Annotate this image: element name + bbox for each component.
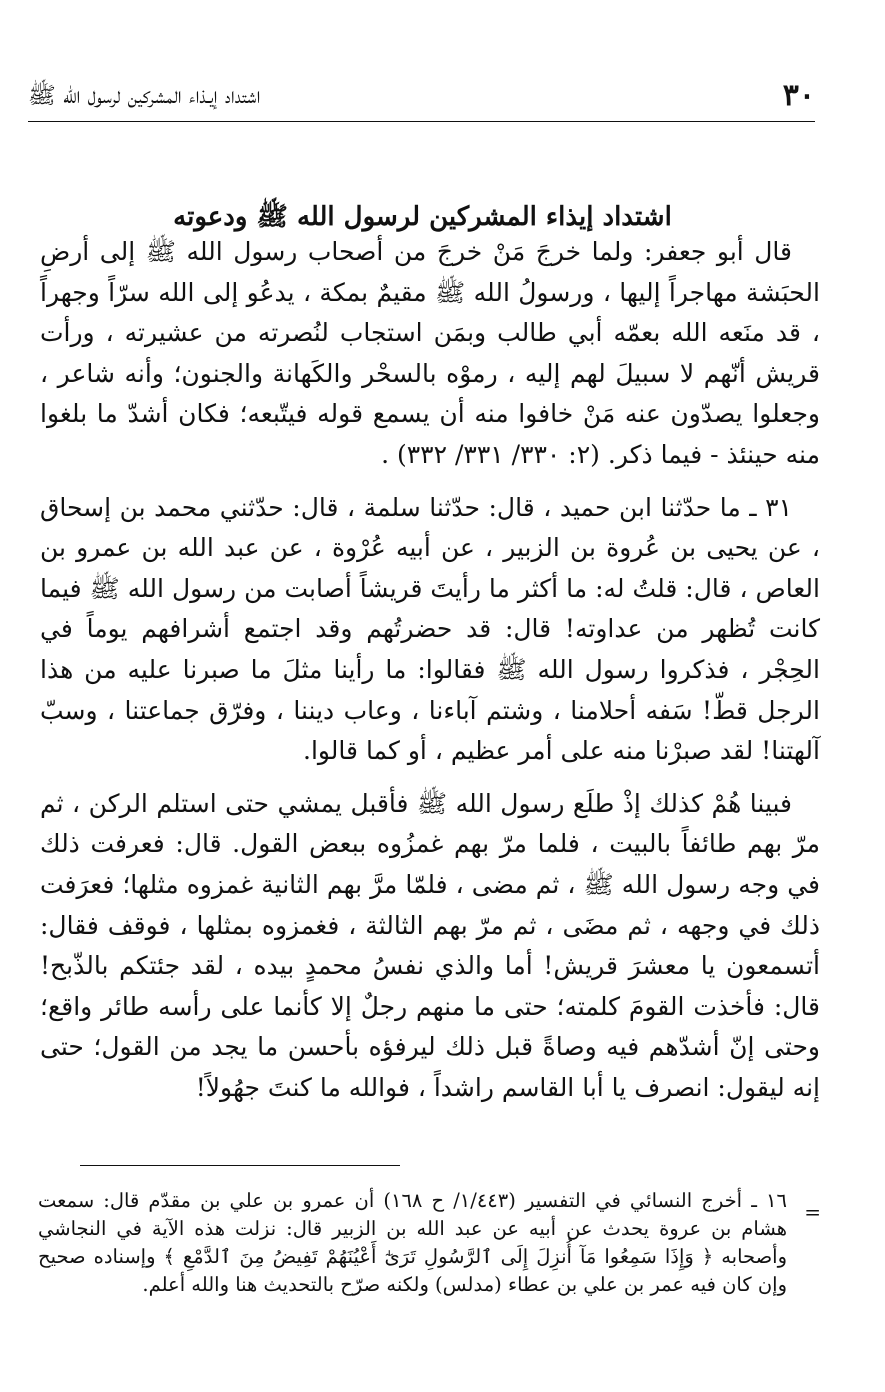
running-title: اشتداد إيـذاء المشركين لرسول الله ﷺ <box>28 83 261 109</box>
footnote-text: ١٦ ـ أخرج النسائي في التفسير (١/٤٤٣/ ح ١٦٨) أن عمرو بن علي بن مقدّم قال: سمعت هشام بن عروة يحدث عن أبيه عن عبد الله بن الزبير قال: نزلت هذه الآية في النجاشي وأصحابه ﴿ وَإِذَا سَمِعُوا مَآ أُنزِلَ إِلَى ٱلرَّسُولِ تَرَىٰٓ أَعْيُنَهُمْ تَفِيضُ مِنَ ٱلدَّمْعِ ﴾ وإسناده صحيح وإن كان فيه عمر بن علي بن عطاء (مدلس) ولكنه صرّح بالتحديث هنا والله أعلم. <box>38 1189 787 1296</box>
header-rule <box>28 121 815 122</box>
paragraph-3: فبينا هُمْ كذلك إذْ طلَع رسول الله ﷺ فأقبل يمشي حتى استلم الركن ، ثم مرّ بهم طائفاً بالبيت ، فلما مرّ بهم غمزُوه ببعض القول. قال: فعرفت ذلك في وجه رسول الله ﷺ ، ثم مضى ، فلمّا مرَّ بهم الثانية غمزوه مثلها؛ فعرَفت ذلك في وجهه ، ثم مضَى ، ثم مرّ بهم الثالثة ، فغمزوه بمثلها ، فوقف فقال: أتسمعون يا معشرَ قريش! أما والذي نفسُ محمدٍ بيده ، لقد جئتكم بالذّبح! قال: فأخذت القومَ كلمته؛ حتى ما منهم رجلٌ إلا كأنما على رأسه طائر واقع؛ وحتى إنّ أشدّهم فيه وصاةً قبل ذلك ليرفؤه بأحسن ما يجد من القول؛ حتى إنه ليقول: انصرف يا أبا القاسم راشداً ، فوالله ما كنتَ جهُولاً! <box>40 788 820 1102</box>
footnote <box>38 1187 787 1299</box>
footnote-continuation-mark: = <box>804 1200 821 1224</box>
chapter-title: اشتداد إيذاء المشركين لرسول الله ﷺ ودعوته <box>173 202 672 233</box>
running-header <box>28 76 815 116</box>
page-number: ٣٠ <box>782 78 815 113</box>
paragraph-2: ٣١ ـ ما حدّثنا ابن حميد ، قال: حدّثنا سلمة ، قال: حدّثني محمد بن إسحاق ، عن يحيى بن عُروة بن الزبير ، عن أبيه عُرْوة ، عن عبد الله بن عمرو بن العاص ، قال: قلتُ له: ما أكثر ما رأيتَ قريشاً أصابت من رسول الله ﷺ فيما كانت تُظهر من عداوته! قال: قد حضرتُهم وقد اجتمع أشرافهم يوماً في الحِجْر ، فذكروا رسول الله ﷺ فقالوا: ما رأينا مثلَ ما صبرنا عليه من هذا الرجل قطّ! سَفه أحلامنا ، وشتم آباءنا ، وعاب ديننا ، وفرّق جماعتنا ، وسبّ آلهتنا! لقد صبرْنا منه على أمر عظيم ، أو كما قالوا. <box>40 492 820 766</box>
body-text <box>40 232 820 1120</box>
paragraph-1: قال أبو جعفر: ولما خرجَ مَنْ خرجَ من أصحاب رسول الله ﷺ إلى أرضِ الحبَشة مهاجراً إليها ، ورسولُ الله ﷺ مقيمٌ بمكة ، يدعُو إلى الله سرّاً وجهراً ، قد منَعه الله بعمّه أبي طالب وبمَن استجاب لنُصرته من عشيرته ، ورأت قريش أنّهم لا سبيلَ لهم إليه ، رموْه بالسحْر والكَهانة والجنون؛ وأنه شاعر ، وجعلوا يصدّون عنه مَنْ خافوا منه أن يسمع قوله فيتّبعه؛ فكان أشدّ ما بلغوا منه حينئذ - فيما ذكر. (٢: ٣٣٠/ ٣٣١/ ٣٣٢) . <box>40 237 820 469</box>
footnote-rule <box>80 1165 400 1166</box>
